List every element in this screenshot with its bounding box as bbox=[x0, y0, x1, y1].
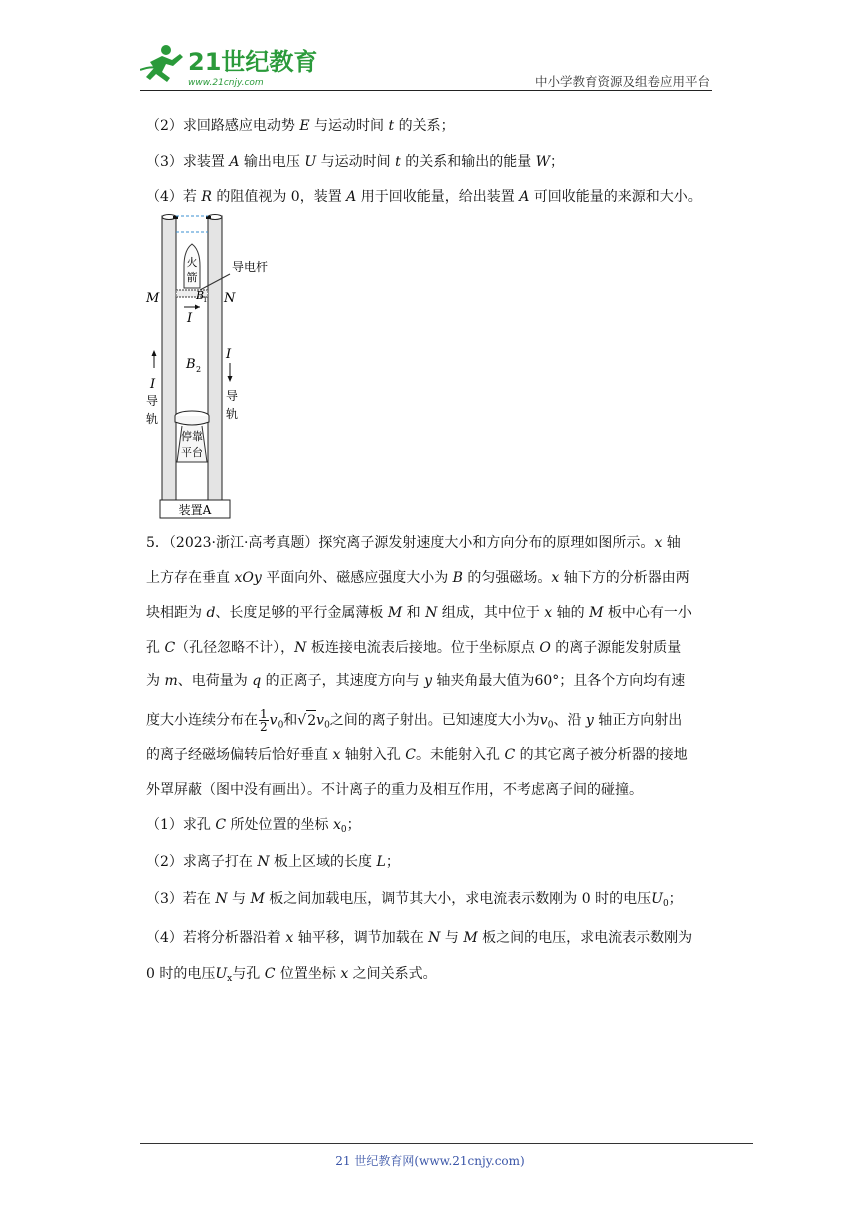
q5-sub-3: （3）若在 N 与 M 板之间加载电压，调节其大小，求电流表示数刚为 0 时的电压$U_0$； bbox=[146, 891, 683, 909]
label-m: M bbox=[146, 291, 160, 306]
rail-right-char-2: 轨 bbox=[226, 407, 239, 421]
rocket-char-2: 箭 bbox=[186, 271, 198, 284]
q4-part-4: （4）若 R 的阻值视为 0，装置 A 用于回收能量，给出装置 A 可回收能量的来源和大小。 bbox=[146, 189, 702, 205]
q5-line-7: 的离子经磁场偏转后恰好垂直 x 轴射入孔 C。未能射入孔 C 的其它离子被分析器的接地 bbox=[146, 747, 688, 763]
q4-part-2: （2）求回路感应电动势 E 与运动时间 t 的关系； bbox=[146, 118, 455, 134]
rail-left-char-2: 轨 bbox=[146, 412, 159, 426]
current-label-left: I bbox=[150, 377, 156, 392]
rocket-rail-figure bbox=[140, 210, 300, 524]
platform-label-2: 平台 bbox=[181, 446, 203, 459]
q5-sub-4-line-1: （4）若将分析器沿着 x 轴平移，调节加载在 N 与 M 板之间的电压，求电流表示数刚为 bbox=[146, 930, 693, 946]
page-header bbox=[140, 40, 710, 90]
rod-label: 导电杆 bbox=[232, 260, 269, 274]
label-n: N bbox=[224, 291, 236, 306]
current-label-rod: I bbox=[187, 311, 193, 326]
q5-line-4: 孔 C（孔径忽略不计），N 板连接电流表后接地。位于坐标原点 O 的离子源能发射质量 bbox=[146, 640, 682, 656]
label-b2: B bbox=[186, 357, 196, 372]
footer-link[interactable]: 21 世纪教育网(www.21cnjy.com) bbox=[335, 1154, 525, 1168]
q5-line-1: 5．（2023·浙江·高考真题）探究离子源发射速度大小和方向分布的原理如图所示。x 轴 bbox=[146, 535, 681, 551]
runner-icon bbox=[140, 45, 183, 82]
logo-text: 21世纪教育 bbox=[188, 48, 318, 76]
site-logo bbox=[140, 40, 320, 90]
fraction-one-half: $\frac{1}{2}$ bbox=[260, 707, 268, 734]
q5-sub-2: （2）求离子打在 N 板上区域的长度 L； bbox=[146, 854, 400, 870]
q5-sub-4-line-2: 0 时的电压$U_x$与孔 C 位置坐标 x 之间关系式。 bbox=[146, 966, 437, 984]
q5-sub-1: （1）求孔 C 所处位置的坐标 $x_0$； bbox=[146, 817, 361, 835]
q5-line-3: 块相距为 d、长度足够的平行金属薄板 M 和 N 组成，其中位于 x 轴的 M 板中心有一小 bbox=[146, 605, 692, 621]
platform-name: 中小学教育资源及组卷应用平台 bbox=[534, 74, 710, 89]
label-b1-sub: 1 bbox=[203, 296, 208, 304]
q5-line-6: 度大小连续分布在 $\frac{1}{2}$ $v_0$和$√2v_0$之间的离子射出。已知速度大小为$v_0$、沿 y 轴正方向射出 bbox=[146, 707, 683, 734]
footer-rule bbox=[140, 1143, 753, 1144]
logo-url: www.21cnjy.com bbox=[188, 78, 264, 88]
q4-part-3: （3）求装置 A 输出电压 U 与运动时间 t 的关系和输出的能量 W； bbox=[146, 154, 565, 170]
rocket-char-1: 火 bbox=[186, 256, 198, 269]
rail-left bbox=[162, 216, 176, 500]
label-b1: B bbox=[196, 289, 205, 302]
q5-line-2: 上方存在垂直 xOy 平面向外、磁感应强度大小为 B 的匀强磁场。x 轴下方的分析器由两 bbox=[146, 570, 690, 586]
current-label-right: I bbox=[226, 347, 232, 362]
rail-left-char-1: 导 bbox=[146, 394, 159, 408]
device-a-label: 装置A bbox=[178, 503, 212, 517]
label-b2-sub: 2 bbox=[196, 365, 202, 374]
q5-line-5: 为 m、电荷量为 q 的正离子，其速度方向与 y 轴夹角最大值为60°；且各个方向均有速 bbox=[146, 673, 686, 689]
platform-label-1: 停靠 bbox=[181, 430, 203, 443]
sqrt-symbol: √ bbox=[297, 712, 307, 729]
header-rule bbox=[140, 90, 712, 91]
rail-right-char-1: 导 bbox=[226, 389, 239, 403]
rail-right bbox=[208, 216, 222, 500]
q5-line-8: 外罩屏蔽（图中没有画出）。不计离子的重力及相互作用，不考虑离子间的碰撞。 bbox=[146, 782, 643, 798]
